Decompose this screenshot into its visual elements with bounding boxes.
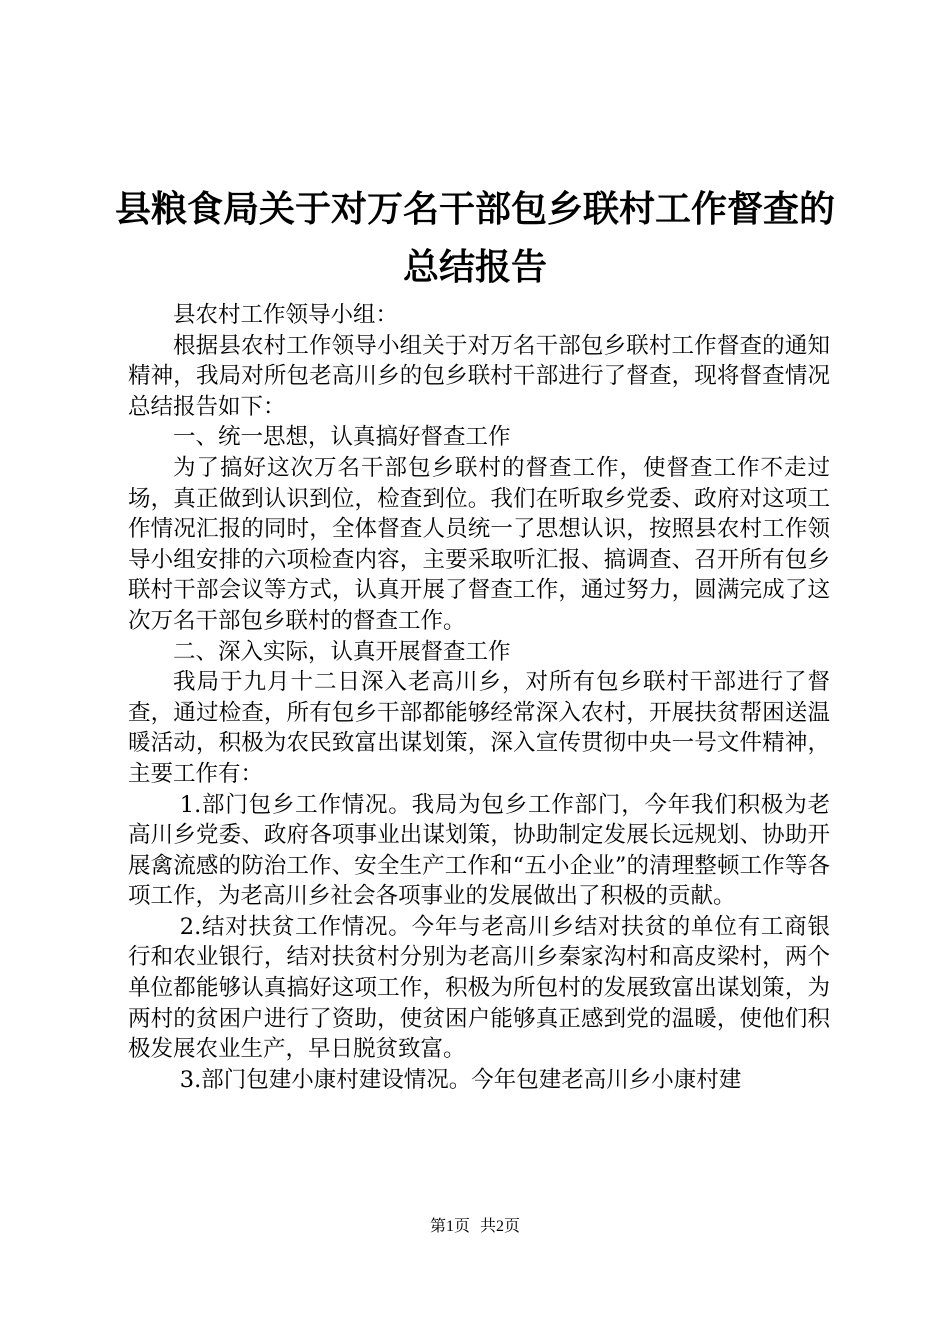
list-item-3: 3.部门包建小康村建设情况。今年包建老高川乡小康村建	[179, 1066, 742, 1093]
page-number: 第1页	[429, 1218, 470, 1235]
section-heading-1: 一、统一思想，认真搞好督查工作	[173, 424, 511, 451]
document-title-line-2: 总结报告	[402, 247, 547, 288]
page-footer	[0, 1217, 950, 1237]
list-item-2: 2.结对扶贫工作情况。今年与老高川乡结对扶贫的单位有工商银行和农业银行，结对扶贫村分别为老高川乡秦家沟村和高皮梁村，两个单位都能够认真搞好这项工作，积极为所包村的发展致富出谋划策，为两村的贫困户进行了资助，使贫困户能够真正感到党的温暖，使他们积极发展农业生产，早日脱贫致富。	[128, 913, 830, 1063]
document-title-line-1: 县粮食局关于对万名干部包乡联村工作督查的	[114, 189, 835, 230]
section-2-paragraph: 我局于九月十二日深入老高川乡，对所有包乡联村干部进行了督查，通过检查，所有包乡干部都能够经常深入农村，开展扶贫帮困送温暖活动，积极为农民致富出谋划策，深入宣传贯彻中央一号文件精神，主要工作有：	[128, 669, 830, 787]
intro-paragraph: 根据县农村工作领导小组关于对万名干部包乡联村工作督查的通知精神，我局对所包老高川乡的包乡联村干部进行了督查，现将督查情况总结报告如下：	[128, 332, 830, 420]
section-heading-2: 二、深入实际，认真开展督查工作	[173, 638, 511, 665]
list-item-1: 1.部门包乡工作情况。我局为包乡工作部门，今年我们积极为老高川乡党委、政府各项事业出谋划策，协助制定发展长远规划、协助开展禽流感的防治工作、安全生产工作和“五小企业”的清理整顿工作等各项工作，为老高川乡社会各项事业的发展做出了积极的贡献。	[128, 791, 830, 910]
document-body	[128, 300, 830, 1095]
salutation: 县农村工作领导小组：	[173, 302, 399, 328]
page-total: 共2页	[480, 1218, 521, 1235]
section-1-paragraph: 为了搞好这次万名干部包乡联村的督查工作，使督查工作不走过场，真正做到认识到位，检查到位。我们在听取乡党委、政府对这项工作情况汇报的同时，全体督查人员统一了思想认识，按照县农村工作领导小组安排的六项检查内容，主要采取听汇报、搞调查、召开所有包乡联村干部会议等方式，认真开展了督查工作，通过努力，圆满完成了这次万名干部包乡联村的督查工作。	[128, 454, 830, 634]
